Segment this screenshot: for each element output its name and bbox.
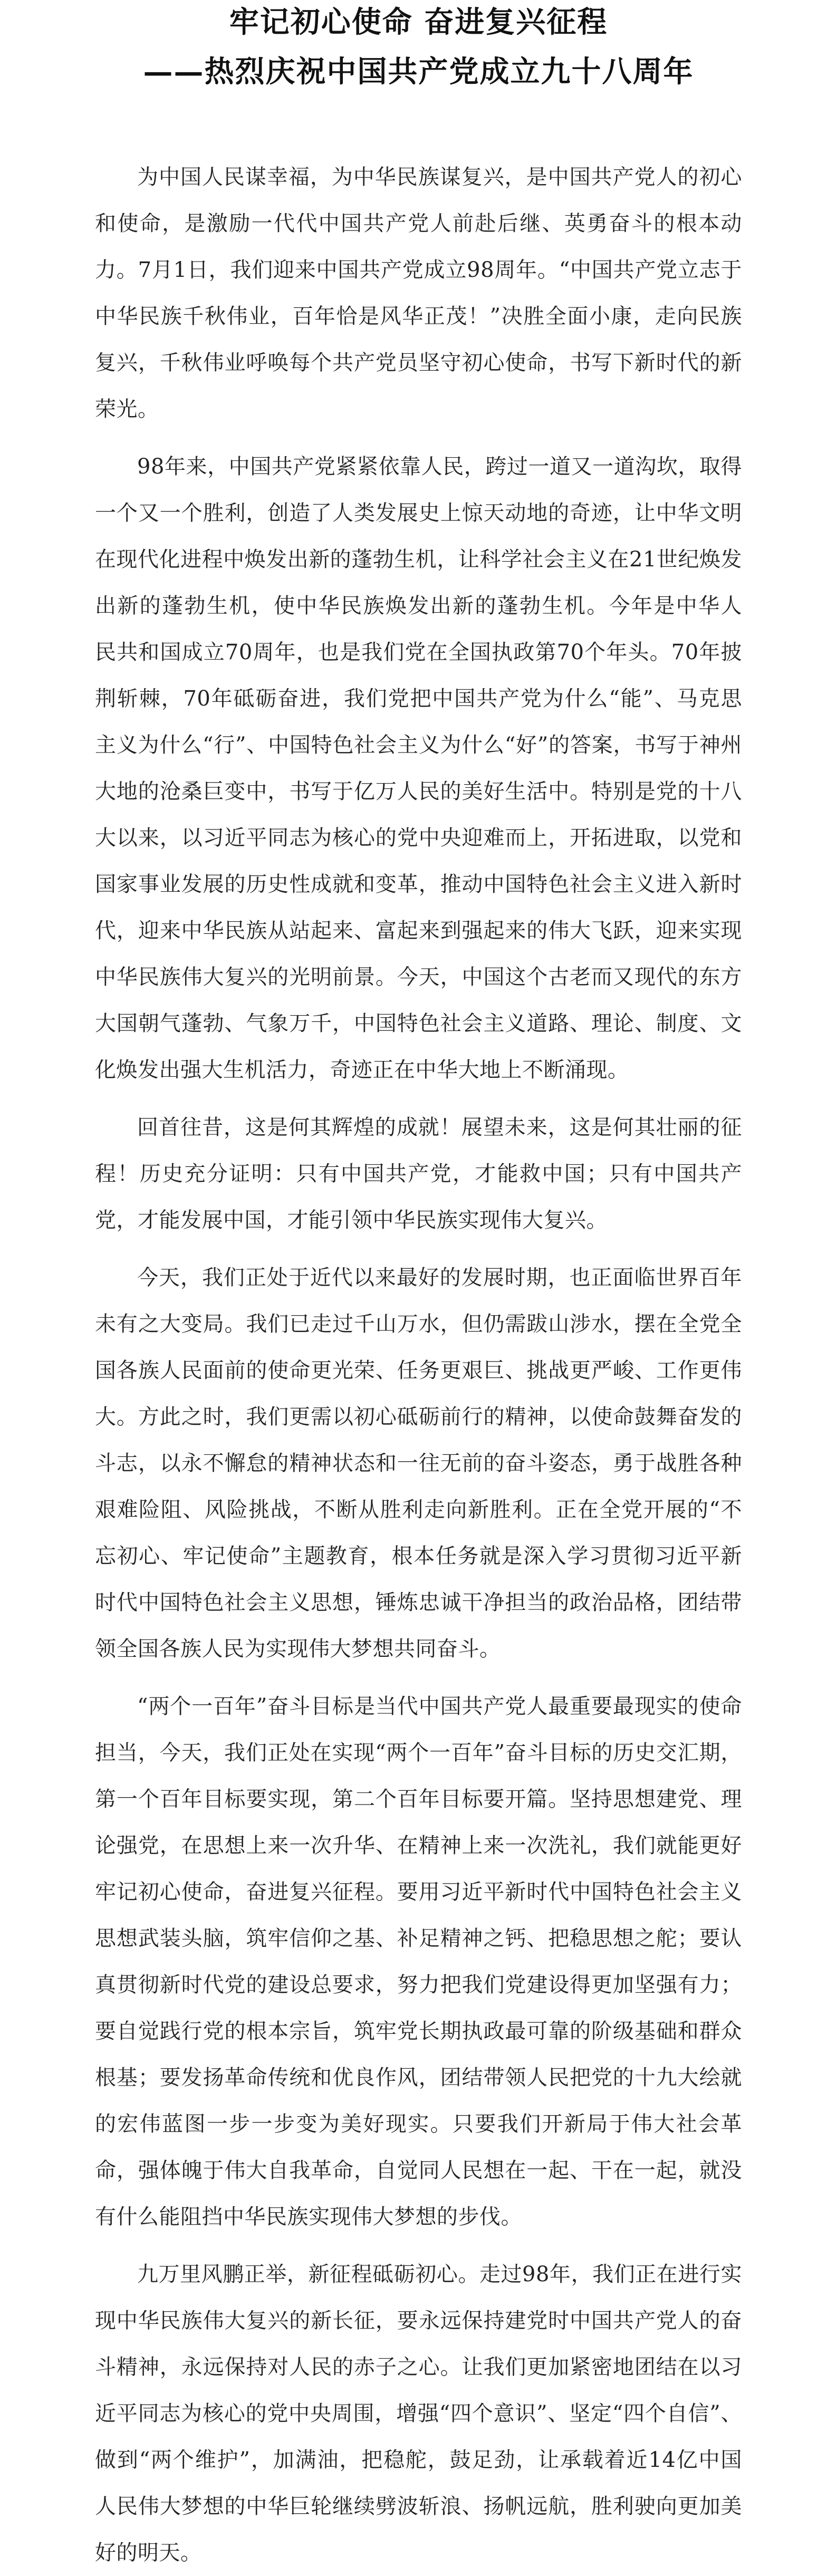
paragraph-1: 为中国人民谋幸福，为中华民族谋复兴，是中国共产党人的初心和使命，是激励一代代中国共产党人前赴后继、英勇奋斗的根本动力。7月1日，我们迎来中国共产党成立98周年。“中国共产党立志于中华民族千秋伟业，百年恰是风华正茂！”决胜全面小康，走向民族复兴，千秋伟业呼唤每个共产党员坚守初心使命，书写下新时代的新荣光。	[95, 165, 742, 421]
article-body	[95, 154, 742, 2576]
paragraph-2: 98年来，中国共产党紧紧依靠人民，跨过一道又一道沟坎，取得一个又一个胜利，创造了人类发展史上惊天动地的奇迹，让中华文明在现代化进程中焕发出新的蓬勃生机，让科学社会主义在21世纪焕发出新的蓬勃生机，使中华民族焕发出新的蓬勃生机。今年是中华人 民共和国成立70周年，也是我们党在全国执政第70个年头。70年披荆斩棘，70年砥砺奋进，我们党把中国共产党为什么“能”、马克思主义为什么“行”、中国特色社会主义为什么“好”的答案，书写于神州大地的沧桑巨变中，书写于亿万人民的美好生活中。特别是党的十八大以来，以习近平同志为核心的党中央迎难而上，开拓进取，以党和国家事业发展的历史性成就和变革，推动中国特色社会主义进入新时代，迎来中华民族从站起来、富起来到强起来的伟大飞跃，迎来实现中华民族伟大复兴的光明前景。今天，中国这个古老而又现代的东方大国朝气蓬勃、气象万千，中国特色社会主义道路、理论、制度、文化焕发出强大生机活力，奇迹正在中华大地上不断涌现。	[95, 455, 742, 1082]
paragraph-4: 今天，我们正处于近代以来最好的发展时期，也正面临世界百年未有之大变局。我们已走过千山万水，但仍需跋山涉水，摆在全党全国各族人民面前的使命更光荣、任务更艰巨、挑战更严峻、工作更伟大。方此之时，我们更需以初心砥砺前行的精神，以使命鼓舞奋发的斗志，以永不懈怠的精神状态和一往无前的奋斗姿态，勇于战胜各种艰难险阻、风险挑战，不断从胜利走向新胜利。正在全党开展的“不忘初心、牢记使命”主题教育，根本任务就是深入学习贯彻习近平新时代中国特色社会主义思想，锤炼忠诚干净担当的政治品格，团结带领全国各族人民为实现伟大梦想共同奋斗。	[95, 1266, 742, 1661]
paragraph-3: 回首往昔，这是何其辉煌的成就！展望未来，这是何其壮丽的征程！历史充分证明：只有中国共产党，才能救中国；只有中国共产党，才能发展中国，才能引领中华民族实现伟大复兴。	[95, 1115, 742, 1232]
paragraph-5: “两个一百年”奋斗目标是当代中国共产党人最重要最现实的使命担当，今天，我们正处在实现“两个一百年”奋斗目标的历史交汇期，第一个百年目标要实现，第二个百年目标要开篇。坚持思想建党、理论强党，在思想上来一次升华、在精神上来一次洗礼，我们就能更好牢记初心使命，奋进复兴征程。要用习近平新时代中国特色社会主义思想武装头脑，筑牢信仰之基、补足精神之钙、把稳思想之舵；要认真贯彻新时代党的建设总要求，努力把我们党建设得更加坚强有力；要自觉践行党的根本宗旨，筑牢党长期执政最可靠的阶级基础和群众根基；要发扬革命传统和优良作风，团结带领人民把党的十九大绘就的宏伟蓝图一步一步变为美好现实。只要我们开新局于伟大社会革命，强体魄于伟大自我革命，自觉同人民想在一起、干在一起，就没有什么能阻挡中华民族实现伟大梦想的步伐。	[95, 1694, 742, 2229]
article-title: 牢记初心使命 奋进复兴征程	[229, 5, 608, 40]
article-subtitle: ——热烈庆祝中国共产党成立九十八周年	[143, 54, 694, 89]
paragraph-6: 九万里风鹏正举，新征程砥砺初心。走过98年，我们正在进行实现中华民族伟大复兴的新长征，要永远保持建党时中国共产党人的奋斗精神，永远保持对人民的赤子之心。让我们更加紧密地团结在以习近平同志为核心的党中央周围，增强“四个意识”、坚定“四个自信”、做到“两个维护”，加满油，把稳舵，鼓足劲，让承载着近14亿中国人民伟大梦想的中华巨轮继续劈波斩浪、扬帆远航，胜利驶向更加美好的明天。	[95, 2262, 742, 2565]
